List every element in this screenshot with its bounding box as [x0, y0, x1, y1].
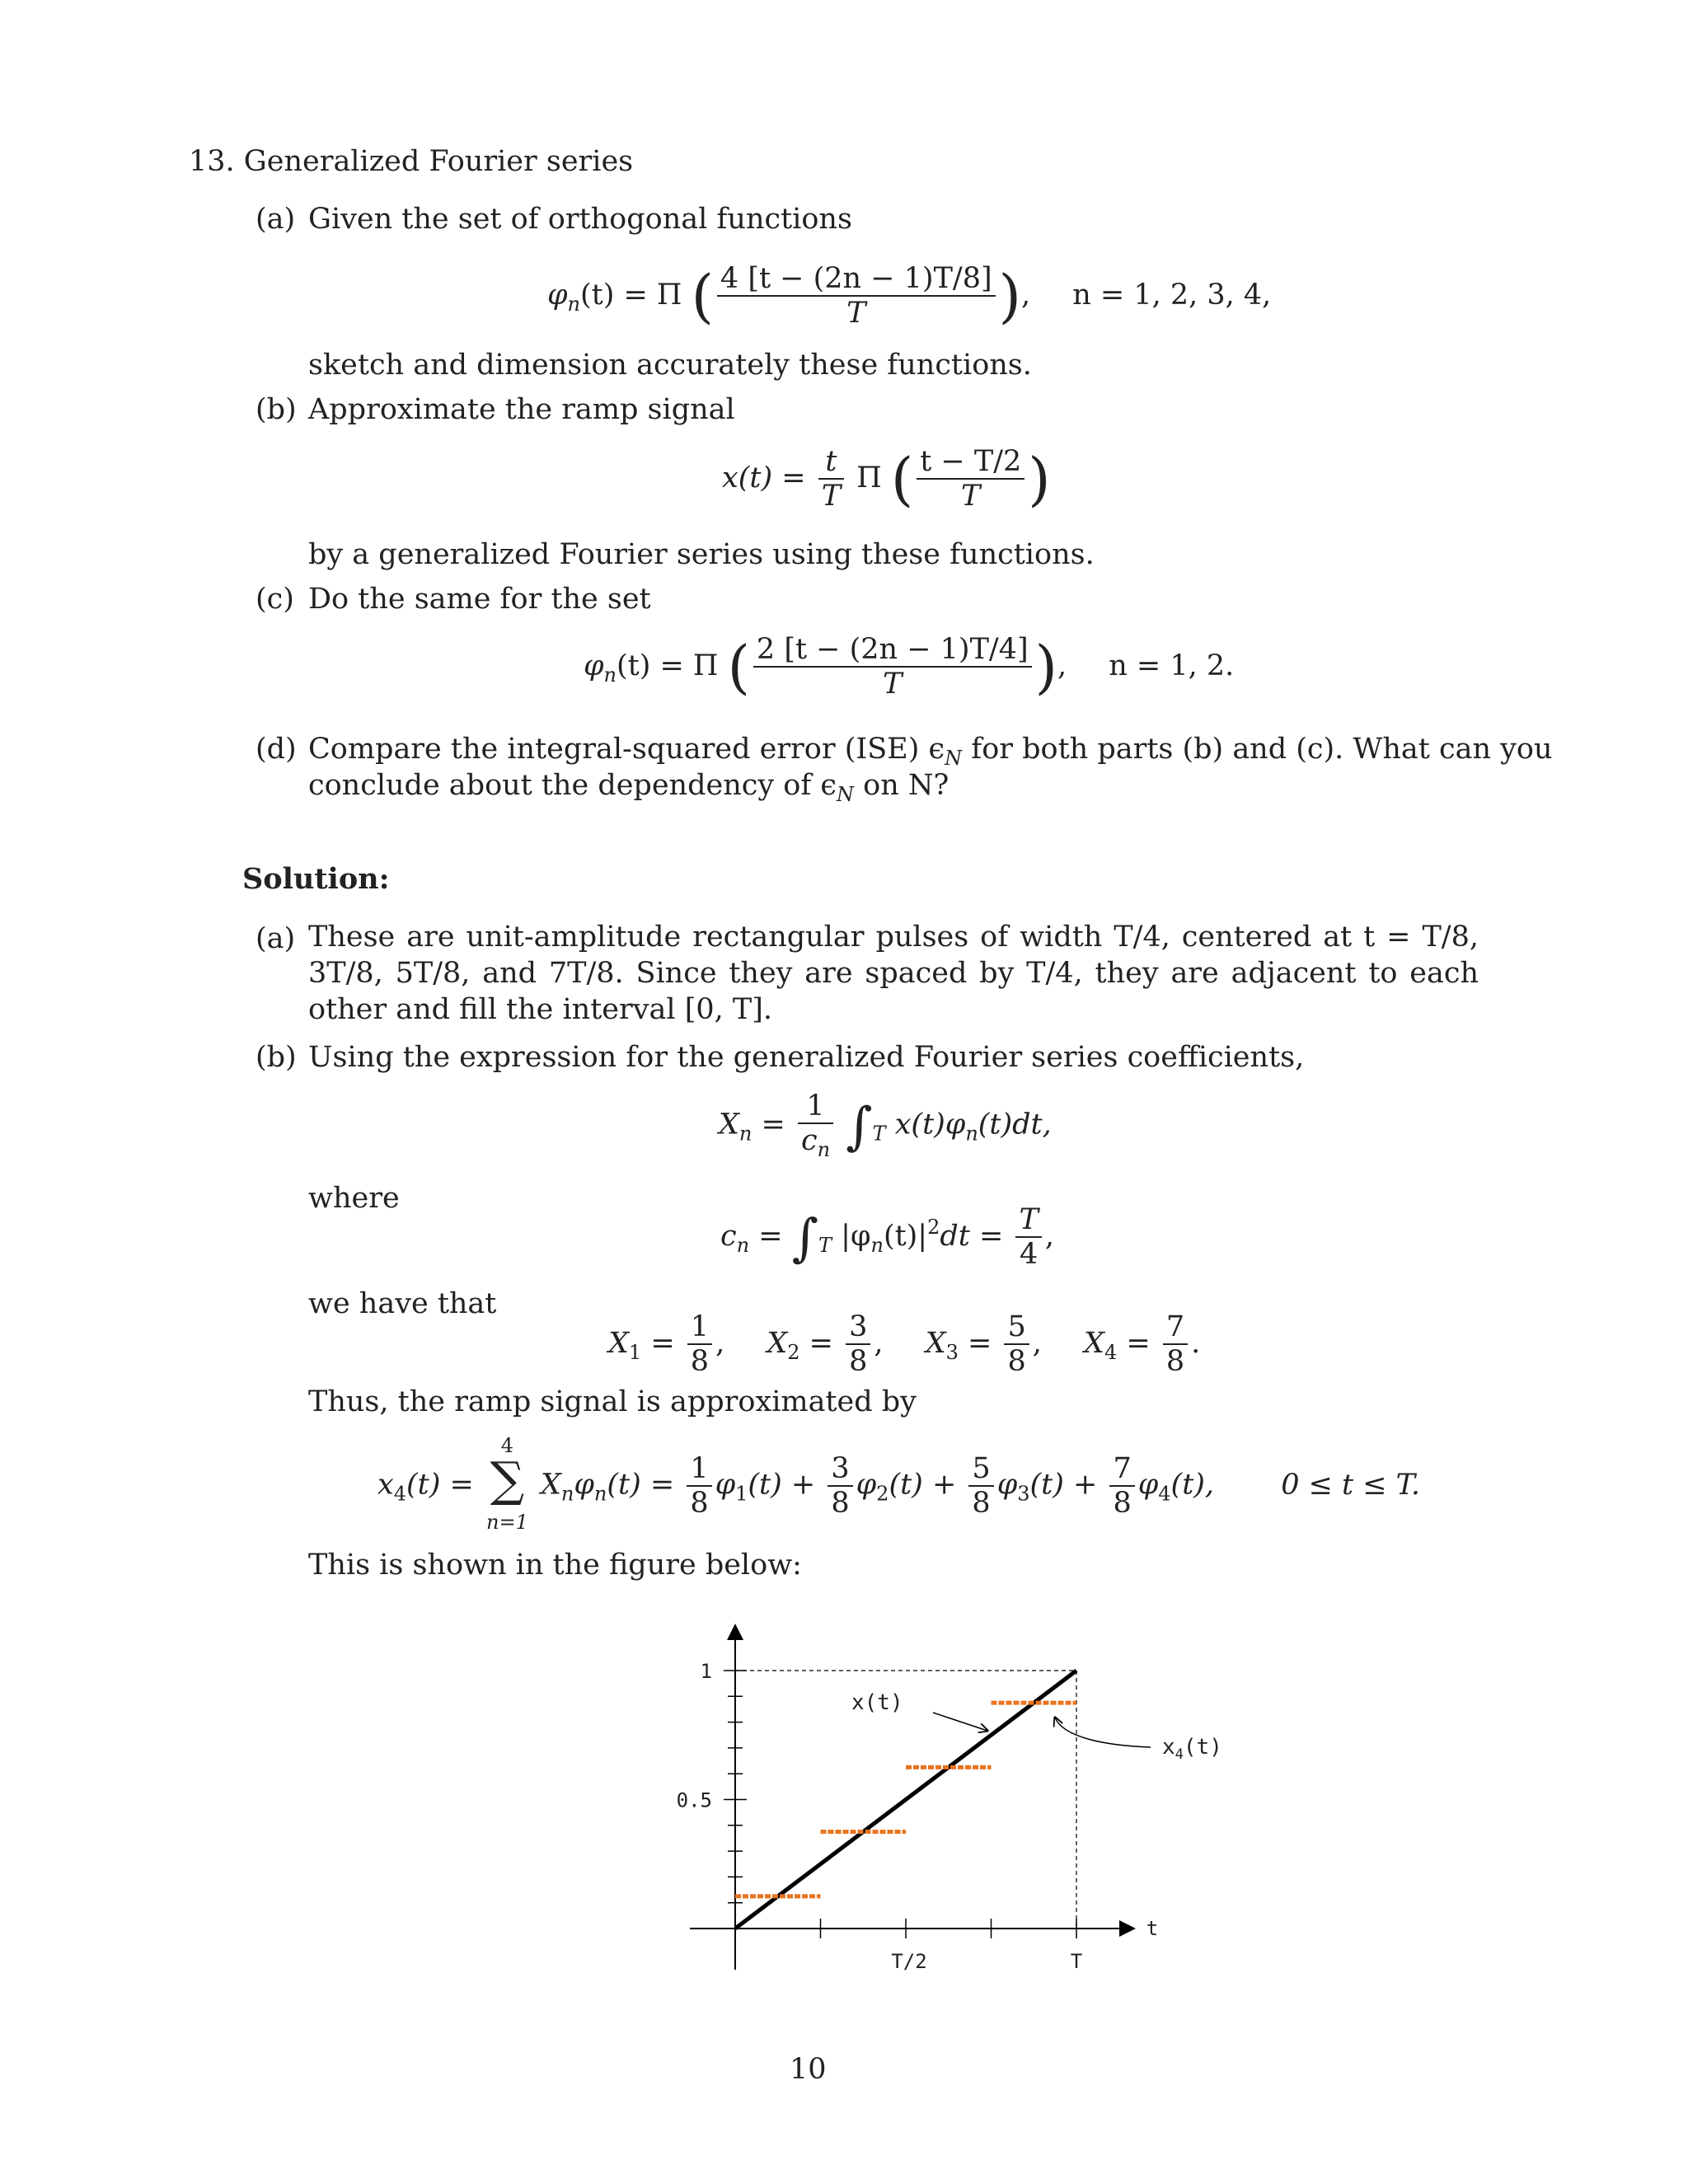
- y-tick-label-0.5: 0.5: [676, 1788, 712, 1812]
- x-axis-label: t: [1146, 1917, 1159, 1940]
- y-tick-label-1: 1: [700, 1660, 712, 1683]
- part-d-line1: Compare the integral-squared error (ISE) $\epsilon_N$ for both parts (b) and (c). What can you: [308, 733, 1553, 770]
- ramp-line: [735, 1671, 1076, 1929]
- phi-definition-a: $\varphi_n(t) = \Pi$ ( $\frac{4 [t - (2n - 1)T/8]}{T}$ ), n = 1, 2, 3, 4,: [547, 262, 1272, 330]
- we-have-text: we have that: [308, 1287, 497, 1320]
- coef-3: $X_3$ = $\frac{5}{8}$ ,: [925, 1310, 1042, 1379]
- annotation-arrow-x4-t: [1055, 1718, 1151, 1747]
- phi-definition-c: $\varphi_n(t) = \Pi$ ( $\frac{2 [t - (2n - 1)T/4]}{T}$ ), n = 1, 2.: [584, 633, 1235, 701]
- thus-text: Thus, the ramp signal is approximated by: [308, 1385, 917, 1418]
- part-a-text: Given the set of orthogonal functions: [308, 203, 852, 236]
- cn-equation: $c_n = \int_T$ $|\varphi_n(t)|^2dt$ = $\frac{T}{4}$ ,: [720, 1203, 1054, 1272]
- part-d-label: (d): [256, 733, 297, 766]
- where-text: where: [308, 1182, 400, 1215]
- annotation-arrow-x-t: [933, 1713, 987, 1731]
- ramp-approximation-figure: [643, 1607, 1269, 1986]
- part-c-text: Do the same for the set: [308, 583, 651, 616]
- sol-a-label: (a): [256, 922, 296, 955]
- sol-b-label: (b): [256, 1041, 297, 1074]
- annotation-x4-t: $x_4(t)$: [1162, 1735, 1222, 1763]
- coef-1: $X_1$ = $\frac{1}{8}$ ,: [608, 1310, 725, 1379]
- sol-a-text: These are unit-amplitude rectangular pulses of width T/4, centered at t = T/8, 3T/8, 5T/8, and 7T/8. Since they are spaced by T/4, they are adjacent to each other and fill the interval [0, T].: [308, 921, 1479, 1026]
- part-c-label: (c): [256, 583, 294, 616]
- annotation-x-t: x(t): [851, 1690, 903, 1715]
- x-tick-label-T/2: T/2: [891, 1950, 927, 1973]
- coefficients: [608, 1310, 1200, 1379]
- page-number: 10: [790, 2053, 827, 2086]
- part-d-line2: conclude about the dependency of $\epsilon_N$ on N?: [308, 769, 950, 806]
- problem-heading: 13. Generalized Fourier series: [189, 145, 634, 178]
- part-a-after: sketch and dimension accurately these functions.: [308, 349, 1032, 382]
- coef-2: $X_2$ = $\frac{3}{8}$ ,: [767, 1310, 884, 1379]
- sol-b-text: Using the expression for the generalized Fourier series coefficients,: [308, 1041, 1305, 1074]
- part-b-after: by a generalized Fourier series using these functions.: [308, 538, 1095, 571]
- part-b-text: Approximate the ramp signal: [308, 393, 735, 426]
- xn-equation: $X_n$ = $\frac{1}{c_n}$ $\int_T$ $x(t)\varphi_n(t)dt$,: [719, 1090, 1052, 1162]
- coef-4: $X_4$ = $\frac{7}{8}$ .: [1084, 1310, 1201, 1379]
- part-a-label: (a): [256, 203, 296, 236]
- shown-text: This is shown in the figure below:: [308, 1549, 802, 1582]
- approximation-equation: $x_4(t)$ = 4 ∑ n=1 $X_n\varphi_n(t)$ = $\frac{1}{8}$ $\varphi_1(t)$ + $\frac{3}{8}$ $\varphi_2(t)$ + $\frac{5}{8}$ $\varphi_3(t)$ + $\frac{7}{8}$ $\varphi_4(t)$, 0 ≤ t ≤ T.: [377, 1434, 1421, 1534]
- ramp-definition: x(t) = $\frac{t}{T}$ Π ( $\frac{t - T/2}{T}$ ): [722, 445, 1051, 513]
- x-tick-label-T: T: [1070, 1950, 1083, 1973]
- part-b-label: (b): [256, 393, 297, 426]
- solution-heading: Solution:: [242, 862, 390, 896]
